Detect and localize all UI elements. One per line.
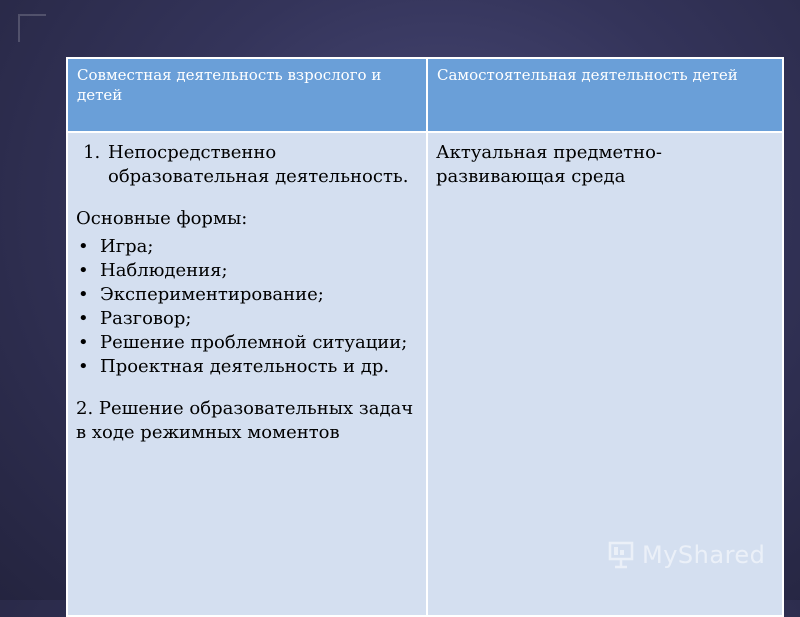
corner-decoration [18,14,46,42]
content-table [66,57,784,617]
forms-list [76,235,418,379]
forms-title: Основные формы: [76,208,248,229]
item-2: 2. Решение образовательных задач в ходе режимных моментов [76,398,414,443]
cell-joint-activity [67,132,427,616]
watermark [606,538,765,572]
numbered-list [76,141,418,189]
list-item: • Наблюдения; [100,259,418,283]
right-cell-text: Актуальная предметно-развивающая среда [436,142,662,187]
list-item: • Экспериментирование; [100,283,418,307]
numbered-item-1: 1. Непосредственно образовательная деятельность. [106,141,418,189]
watermark-text: MyShared [642,541,766,569]
header-joint-activity: Совместная деятельность взрослого и детей [67,58,427,132]
list-item: • Игра; [100,235,418,259]
header-independent-activity: Самостоятельная деятельность детей [427,58,783,132]
presentation-board-icon [606,540,636,570]
header-row [67,58,783,132]
list-item: • Проектная деятельность и др. [100,355,418,379]
list-item: • Разговор; [100,307,418,331]
list-item: • Решение проблемной ситуации; [100,331,418,355]
